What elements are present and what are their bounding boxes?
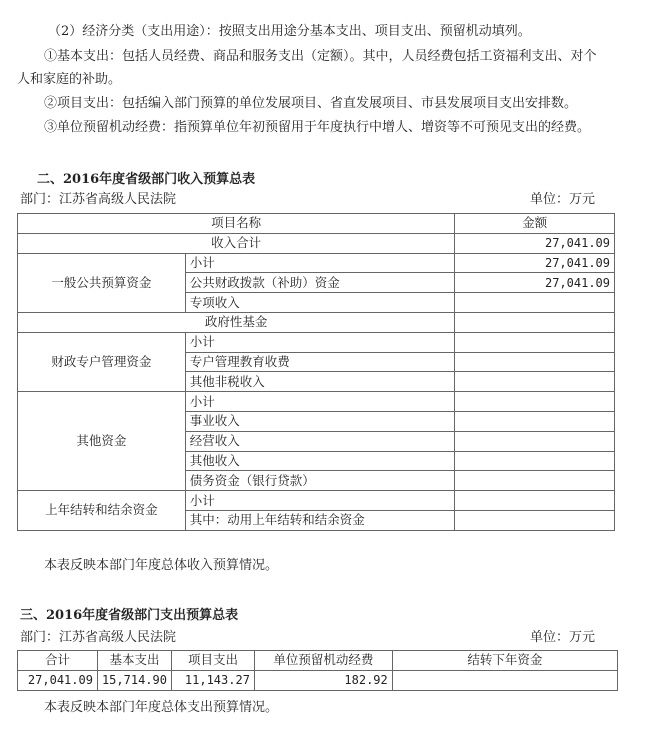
group-label: 一般公共预算资金 (18, 253, 186, 312)
header-cell: 合计 (18, 651, 98, 671)
paragraph: ②项目支出：包括编入部门预算的单位发展项目、省直发展项目、市县发展项目支出安排数。 (44, 96, 578, 111)
row-label: 收入合计 (18, 233, 455, 253)
row-label: 其他非税收入 (185, 372, 455, 392)
row-amount: 27,041.09 (455, 273, 615, 293)
row-amount (455, 491, 615, 511)
row-amount (455, 293, 615, 313)
row-label: 公共财政拨款（补助）资金 (185, 273, 455, 293)
paragraph: ①基本支出：包括人员经费、商品和服务支出（定额）。其中，人员经费包括工资福利支出、对个 (44, 49, 597, 64)
row-label: 事业收入 (185, 411, 455, 431)
table-row (18, 670, 618, 690)
income-table-title: 二、2016年度省级部门收入预算总表 (37, 172, 256, 187)
row-amount (455, 451, 615, 471)
row-amount (455, 392, 615, 412)
row-amount (455, 510, 615, 530)
value-cell: 27,041.09 (18, 670, 98, 690)
header-cell: 单位预留机动经费 (254, 651, 392, 671)
expense-table-title: 三、2016年度省级部门支出预算总表 (20, 608, 239, 623)
row-label: 经营收入 (185, 431, 455, 451)
row-amount (455, 332, 615, 352)
row-label: 小计 (185, 253, 455, 273)
row-amount: 27,041.09 (455, 233, 615, 253)
row-amount (455, 431, 615, 451)
row-label: 小计 (185, 332, 455, 352)
table-row (18, 233, 615, 253)
table-header-row (18, 214, 615, 234)
header-amount: 金额 (455, 214, 615, 234)
income-table (17, 213, 615, 531)
value-cell: 11,143.27 (171, 670, 254, 690)
header-name: 项目名称 (18, 214, 455, 234)
row-amount (455, 411, 615, 431)
row-amount (455, 352, 615, 372)
row-amount (455, 471, 615, 491)
expense-dept: 部门：江苏省高级人民法院 (20, 630, 177, 645)
table-row (18, 253, 615, 273)
table-row (18, 491, 615, 511)
table-row (18, 332, 615, 352)
expense-table (17, 650, 618, 691)
group-label: 其他资金 (18, 392, 186, 491)
group-label: 上年结转和结余资金 (18, 491, 186, 531)
value-cell (392, 670, 617, 690)
income-unit: 单位：万元 (530, 192, 596, 207)
row-label: 其他收入 (185, 451, 455, 471)
row-label: 债务资金（银行贷款） (185, 471, 455, 491)
row-label: 小计 (185, 491, 455, 511)
income-note: 本表反映本部门年度总体收入预算情况。 (44, 558, 279, 573)
group-label: 财政专户管理资金 (18, 332, 186, 391)
expense-note: 本表反映本部门年度总体支出预算情况。 (44, 700, 279, 715)
row-amount: 27,041.09 (455, 253, 615, 273)
table-row (18, 392, 615, 412)
table-header-row (18, 651, 618, 671)
expense-unit: 单位：万元 (530, 630, 596, 645)
income-dept: 部门：江苏省高级人民法院 (20, 192, 177, 207)
row-label: 专户管理教育收费 (185, 352, 455, 372)
paragraph: ③单位预留机动经费：指预算单位年初预留用于年度执行中增人、增资等不可预见支出的经费。 (44, 120, 591, 135)
value-cell: 182.92 (254, 670, 392, 690)
row-label: 其中：动用上年结转和结余资金 (185, 510, 455, 530)
header-cell: 结转下年资金 (392, 651, 617, 671)
paragraph: （2）经济分类（支出用途）：按照支出用途分基本支出、项目支出、预留机动填列。 (48, 24, 531, 39)
row-label: 小计 (185, 392, 455, 412)
row-amount (455, 312, 615, 332)
paragraph: 人和家庭的补助。 (17, 72, 122, 87)
table-row (18, 312, 615, 332)
header-cell: 项目支出 (171, 651, 254, 671)
row-label: 专项收入 (185, 293, 455, 313)
row-amount (455, 372, 615, 392)
value-cell: 15,714.90 (97, 670, 171, 690)
header-cell: 基本支出 (97, 651, 171, 671)
row-label: 政府性基金 (18, 312, 455, 332)
